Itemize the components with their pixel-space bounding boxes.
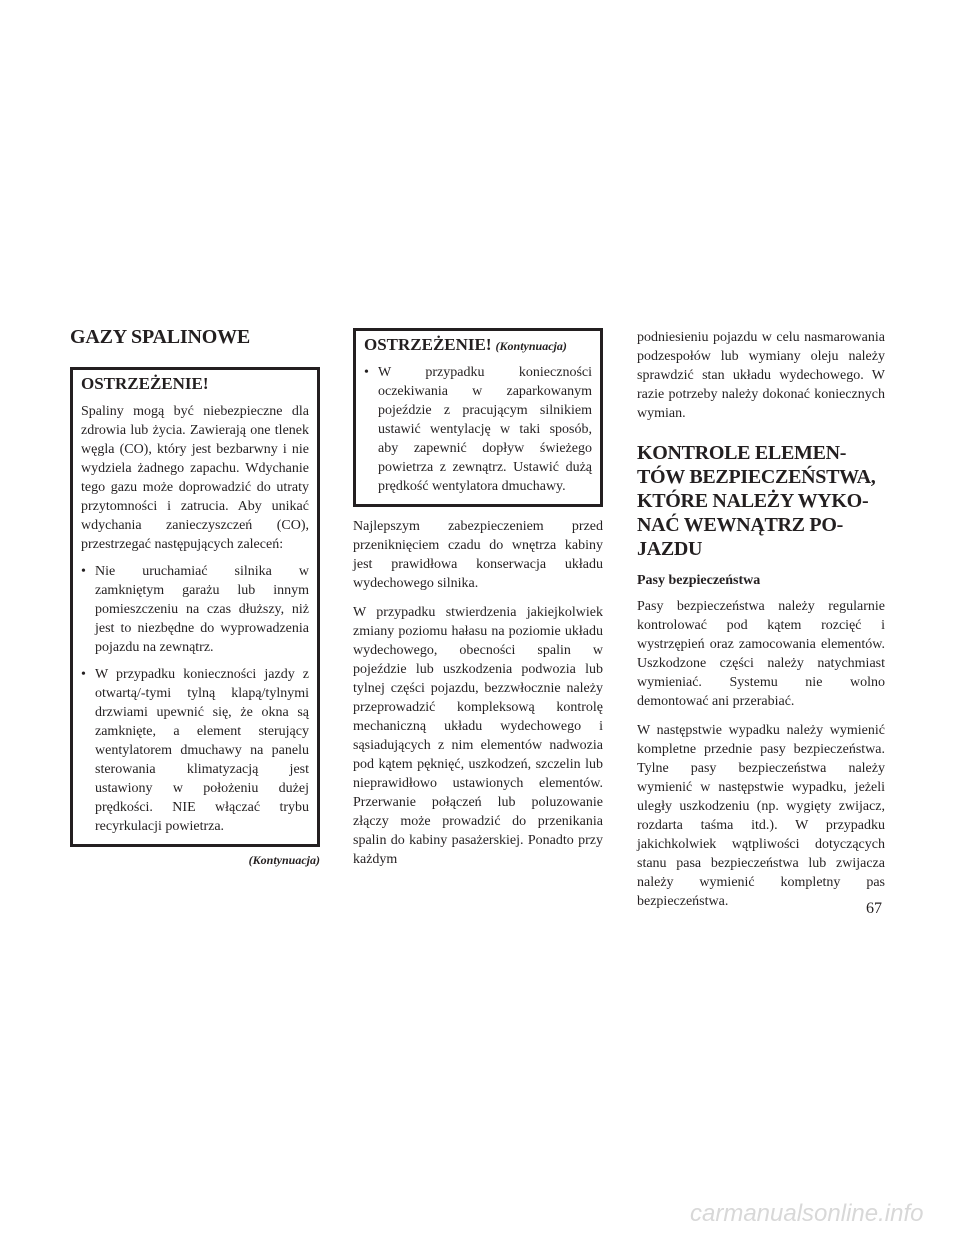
warning-continued-label: (Kontynuacja) bbox=[495, 339, 567, 353]
section-title-safety-checks bbox=[637, 441, 885, 561]
paragraph: Pasy bezpieczeństwa należy regularnie kontrolować pod kątem rozcięć i wystrzępień oraz zamocowania elementów. Uszkodzone części należy natychmiast wymieniać. Systemu nie wolno demontować ani przerabiać. bbox=[637, 599, 885, 709]
title-line: TÓW BEZPIECZEŃSTWA, bbox=[637, 466, 876, 488]
paragraph: W przypadku stwierdzenia jakiejkolwiek zmiany poziomu hałasu na poziomie układu wydechowego, obecności spalin w pojeździe lub uszkodzenia podwozia lub tylnej części pojazdu, bezzwłocznie należy przeprowadzić kompleksową kontrolę mechaniczną układu wydechowego i sąsiadujących z nim elementów nadwozia pod kątem pęknięć, uszkodzeń, szczelin lub nieprawidłowo ustawionych elementów. Przerwanie połączeń lub poluzowanie złączy może prowadzić do przenikania spalin do kabiny pasażerskiej. Ponadto przy każdym bbox=[353, 605, 603, 867]
warning-list bbox=[364, 363, 592, 496]
paragraph: podniesieniu pojazdu w celu nasmarowania podzespołów lub wymiany oleju należy sprawdzić stan układu wydechowego. W razie potrzeby należy dokonać koniecznych wymian. bbox=[637, 330, 885, 421]
warning-paragraph: Spaliny mogą być niebezpieczne dla zdrowia lub życia. Zawierają one tlenek węgla (CO), który jest bezbarwny i nie wydziela żadnego zapachu. Wdychanie tego gazu może doprowadzić do utraty przytomności i zatrucia. Aby unikać wdychania zanieczyszczeń (CO), przestrzegać następujących zaleceń: bbox=[81, 404, 309, 552]
list-item-text: Nie uruchamiać silnika w zamkniętym garażu lub innym pomieszczeniu na czas dłuższy, niż jest to niezbędne do wyprowadzenia pojazdu na zewnątrz. bbox=[95, 564, 309, 655]
list-item-text: W przypadku konieczności jazdy z otwartą/-tymi tylną klapą/tylnymi drzwiami upewnić się, że okna są zamknięte, a element sterujący wentylatorem dmuchawy na panelu sterowania klimatyzacją jest ustawiony w położeniu dużej prędkości. NIE włączać trybu recyrkulacji powietrza. bbox=[95, 667, 309, 834]
column-left bbox=[70, 300, 320, 868]
list-item bbox=[81, 562, 309, 657]
list-item bbox=[81, 665, 309, 836]
title-line: KONTROLE ELEMEN- bbox=[637, 442, 847, 464]
warning-title bbox=[364, 335, 592, 355]
list-item-text: W przypadku konieczności oczekiwania w zaparkowanym pojeździe z pracującym silnikiem ustawić wentylację w taki sposób, aby zapewnić dopływ świeżego powietrza z zewnątrz. Ustawić dużą prędkość wentylatora dmuchawy. bbox=[378, 365, 592, 494]
title-line: NAĆ WEWNĄTRZ PO- bbox=[637, 514, 843, 536]
list-item bbox=[364, 363, 592, 496]
warning-title: OSTRZEŻENIE! bbox=[81, 374, 209, 393]
title-line: KTÓRE NALEŻY WYKO- bbox=[637, 490, 869, 512]
subheading-seat-belts: Pasy bezpieczeństwa bbox=[637, 573, 761, 588]
bullet-icon: • bbox=[364, 365, 369, 380]
bullet-icon: • bbox=[81, 564, 86, 579]
continued-label: (Kontynuacja) bbox=[248, 853, 320, 867]
column-right bbox=[637, 328, 885, 921]
column-middle bbox=[353, 328, 603, 879]
paragraph: Najlepszym zabezpieczeniem przed przeniknięciem czadu do wnętrza kabiny jest prawidłowa konserwacja układu wydechowego silnika. bbox=[353, 519, 603, 591]
warning-title-text: OSTRZEŻENIE! bbox=[364, 335, 492, 354]
warning-box bbox=[70, 367, 320, 847]
bullet-icon: • bbox=[81, 667, 86, 682]
watermark: carmanualsonline.info bbox=[690, 1200, 924, 1227]
section-title-exhaust: GAZY SPALINOWE bbox=[70, 326, 251, 348]
warning-list bbox=[81, 562, 309, 836]
page-number: 67 bbox=[866, 900, 882, 917]
title-line: JAZDU bbox=[637, 538, 703, 560]
paragraph: W następstwie wypadku należy wymienić kompletne przednie pasy bezpieczeństwa. Tylne pasy bezpieczeństwa należy wymienić w następstwie wypadku, jeżeli uległy uszkodzeniu (np. wygięty zwijacz, rozdarta taśma itd.). W przypadku jakichkolwiek wątpliwości dotyczących stanu pasa bezpieczeństwa lub zwijacza należy wymienić kompletny pas bezpieczeństwa. bbox=[637, 723, 885, 909]
warning-box-continued bbox=[353, 328, 603, 507]
